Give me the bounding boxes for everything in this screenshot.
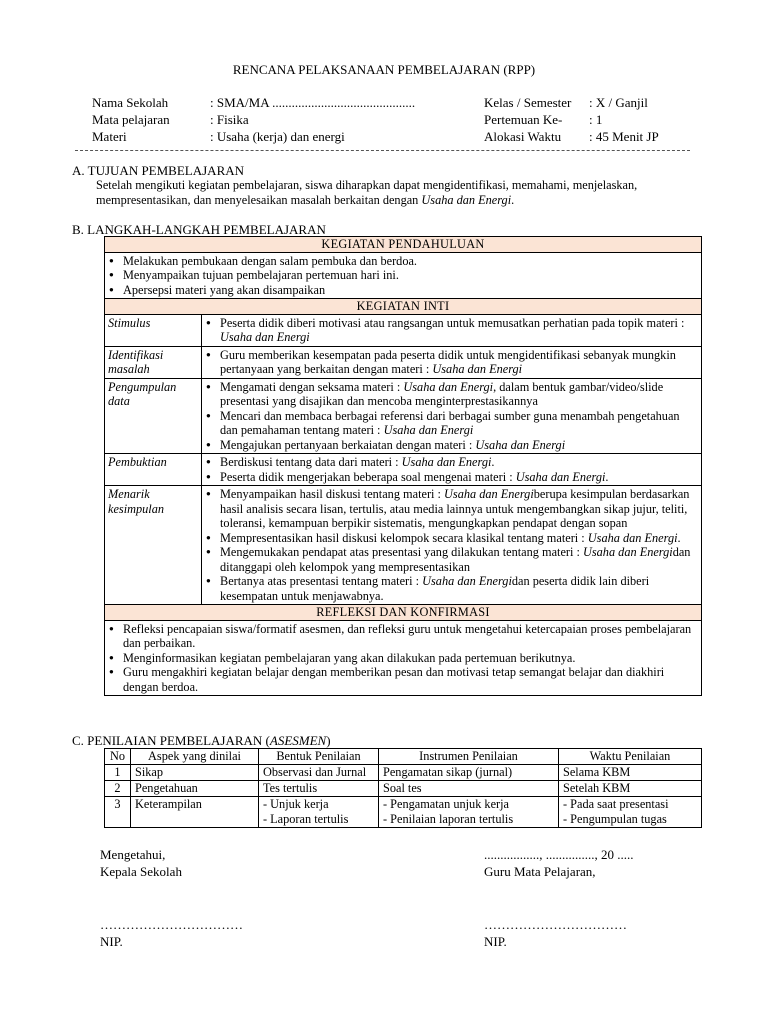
assessment-cell-bentuk: - Unjuk kerja - Laporan tertulis (259, 797, 379, 828)
identity-row (484, 129, 659, 146)
dashed-divider (75, 150, 690, 151)
bullet-text: Berdiskusi tentang data dari materi : (220, 455, 402, 469)
bullet-text-end: , dalam bentuk gambar/video/slide presentasi yang disajikan dan mencoba menginterprestasikannya (220, 379, 664, 408)
inti-step-label: Pengumpulan data (105, 378, 202, 454)
bullet-text: Menyampaikan hasil diskusi tentang materi : (220, 487, 445, 501)
inti-step-content (202, 454, 702, 486)
document-title: RENCANA PELAKSANAAN PEMBELAJARAN (RPP) (232, 62, 536, 77)
identity-label: Nama Sekolah (92, 95, 169, 110)
bullet-item (205, 470, 698, 485)
bullet-text: Peserta didik diberi motivasi atau rangsangan untuk memusatkan perhatian pada topik materi : (220, 315, 685, 330)
bullet-text: Mencari dan membaca berbagai referensi dari berbagai sumber guna menambah pengetahuan dan pemahaman tentang materi : (220, 408, 680, 437)
bullet-topic: Usaha dan Energi (403, 379, 494, 394)
identity-value: : Usaha (kerja) dan energi (210, 129, 345, 144)
bullet-text-end: . (605, 469, 609, 484)
bullet-text-end: berupa kesimpulan berdasarkan hasil analisis secara lisan, tertulis, atau media lainnya untuk mengembangkan sikap jujur, teliti, toleransi, kemampuan berpikir sistematis, mengungkapkan pendapat dengan sopan (220, 487, 690, 530)
bullet-item: ● Guru mengakhiri kegiatan belajar dengan memberikan pesan dan motivasi tetap semangat belajar dan diakhiri dengan berdoa. (108, 665, 698, 694)
bullet-item (205, 455, 698, 470)
section-a-end: . (511, 193, 515, 207)
bullet-text: Mengamati dengan seksama materi : (220, 379, 404, 394)
assessment-cell-no: 1 (105, 765, 131, 781)
sign-left-line2: Kepala Sekolah (100, 864, 182, 879)
bullet-topic: Usaha dan Energi (444, 487, 534, 501)
identity-value: : Fisika (210, 112, 249, 127)
bullet-text: Mempresentasikan hasil diskusi kelompok secara klasikal tentang materi : (220, 530, 588, 545)
identity-row (92, 112, 415, 129)
bullet-text: Mengemukakan pendapat atas presentasi yang dilakukan tentang materi : (220, 545, 583, 559)
identity-value: : 1 (589, 112, 603, 127)
identity-row (484, 95, 659, 112)
inti-row-stimulus (105, 314, 702, 346)
pendahuluan-title: KEGIATAN PENDAHULUAN (105, 237, 702, 253)
section-a-body: Setelah mengikuti kegiatan pembelajaran, siswa diharapkan dapat mengidentifikasi, memahami, menjelaskan, mempresentasikan, dan menyelesaikan masalah berkaitan dengan (96, 178, 638, 207)
refleksi-title: REFLEKSI DAN KONFIRMASI (105, 605, 702, 621)
assessment-row (105, 797, 702, 828)
bullet-item (205, 438, 698, 453)
identity-value: : 45 Menit JP (589, 129, 659, 144)
inti-row-kesimpulan (105, 486, 702, 605)
identity-row (92, 129, 415, 146)
bullet-topic: Usaha dan Energi (475, 437, 566, 452)
assessment-cell-no: 2 (105, 781, 131, 797)
sign-right-dots: …………………………… (484, 917, 627, 932)
section-c-heading (72, 733, 331, 748)
assessment-cell-waktu: Setelah KBM (559, 781, 702, 797)
inti-step-content (202, 378, 702, 454)
sign-left-nip: NIP. (100, 934, 123, 949)
assessment-cell-waktu: Selama KBM (559, 765, 702, 781)
bullet-topic: Usaha dan Energi (422, 574, 512, 588)
section-c-heading-close: ) (326, 733, 331, 748)
bullet-topic: Usaha dan Energi (401, 455, 492, 469)
inti-step-content (202, 346, 702, 378)
assessment-cell-aspek: Keterampilan (131, 797, 259, 828)
section-a-heading: A. TUJUAN PEMBELAJARAN (72, 163, 245, 178)
section-c-heading-text: C. PENILAIAN PEMBELAJARAN ( (72, 733, 270, 748)
assessment-cell-waktu: - Pada saat presentasi - Pengumpulan tugas (559, 797, 702, 828)
inti-step-list (205, 316, 698, 345)
bullet-text: Mengajukan pertanyaan berkaiatan dengan materi : (220, 437, 476, 452)
bullet-item (205, 531, 698, 546)
bullet-item (205, 487, 698, 531)
sign-right-line2: Guru Mata Pelajaran, (484, 864, 596, 879)
bullet-item (205, 316, 698, 345)
bullet-item: ● Apersepsi materi yang akan disampaikan (108, 283, 698, 298)
assessment-cell-instrumen: - Pengamatan unjuk kerja - Penilaian laporan tertulis (379, 797, 559, 828)
bullet-text-end: dan peserta didik lain diberi kesempatan untuk menjawabnya. (220, 574, 650, 603)
inti-step-list (205, 487, 698, 603)
identity-right (484, 95, 659, 146)
steps-table (104, 236, 702, 696)
assessment-row (105, 781, 702, 797)
inti-step-label: Pembuktian (105, 454, 202, 486)
sign-right-nip: NIP. (484, 934, 507, 949)
refleksi-cell (105, 620, 702, 696)
identity-row (484, 112, 659, 129)
inti-step-content (202, 314, 702, 346)
identity-label: Materi (92, 129, 127, 144)
inti-row-pengumpulan (105, 378, 702, 454)
assessment-column-header: Aspek yang dinilai (131, 749, 259, 765)
inti-step-list (205, 348, 698, 377)
sign-left-dots: …………………………… (100, 917, 243, 932)
assessment-column-header: No (105, 749, 131, 765)
bullet-topic: Usaha dan Energi (220, 330, 310, 344)
identity-left (92, 95, 415, 146)
bullet-topic: Usaha dan Energi (587, 530, 678, 545)
inti-step-content (202, 486, 702, 605)
assessment-row (105, 765, 702, 781)
signature-right (484, 846, 634, 950)
identity-label: Kelas / Semester (484, 95, 572, 110)
identity-label: Alokasi Waktu (484, 129, 562, 144)
inti-step-label: Identifikasi masalah (105, 346, 202, 378)
identity-value: : X / Ganjil (589, 95, 648, 110)
assessment-column-header: Bentuk Penilaian (259, 749, 379, 765)
bullet-item (205, 348, 698, 377)
assessment-cell-no: 3 (105, 797, 131, 828)
bullet-item (205, 380, 698, 409)
pendahuluan-list (108, 254, 698, 298)
assessment-table (104, 748, 702, 828)
pendahuluan-cell (105, 252, 702, 299)
bullet-topic: Usaha dan Energi (383, 423, 474, 437)
section-a-text (96, 178, 696, 208)
refleksi-list (108, 622, 698, 695)
inti-step-label: Menarik kesimpulan (105, 486, 202, 605)
assessment-header-row (105, 749, 702, 765)
bullet-item: ● Melakukan pembukaan dengan salam pembuka dan berdoa. (108, 254, 698, 269)
bullet-item (205, 409, 698, 438)
inti-title: KEGIATAN INTI (105, 299, 702, 315)
assessment-cell-instrumen: Pengamatan sikap (jurnal) (379, 765, 559, 781)
bullet-item (205, 574, 698, 603)
inti-row-identifikasi (105, 346, 702, 378)
assessment-cell-aspek: Sikap (131, 765, 259, 781)
bullet-text: Bertanya atas presentasi tentang materi : (220, 574, 423, 588)
bullet-text-end: . (491, 455, 495, 469)
inti-step-list (205, 380, 698, 453)
inti-step-list (205, 455, 698, 484)
section-c-heading-italic: ASESMEN (269, 733, 327, 748)
bullet-item: ● Refleksi pencapaian siswa/formatif asesmen, dan refleksi guru untuk mengetahui ketercapaian proses pembelajaran dan perbaikan. (108, 622, 698, 651)
identity-label: Pertemuan Ke- (484, 112, 563, 127)
bullet-text: Guru memberikan kesempatan pada peserta didik untuk mengidentifikasi sebanyak mungkin pertanyaan yang berkaitan dengan materi : (220, 347, 676, 376)
section-a-topic: Usaha dan Energi (421, 193, 512, 207)
bullet-item: ● Menginformasikan kegiatan pembelajaran yang akan dilakukan pada pertemuan berikutnya. (108, 651, 698, 666)
sign-left-line1: Mengetahui, (100, 847, 166, 862)
bullet-topic: Usaha dan Energi (582, 545, 673, 559)
bullet-text-end: dan ditanggapi oleh kelompok yang mempresentasikan (220, 545, 691, 574)
inti-row-pembuktian (105, 454, 702, 486)
bullet-item: ● Menyampaikan tujuan pembelajaran pertemuan hari ini. (108, 268, 698, 283)
section-b-heading: B. LANGKAH-LANGKAH PEMBELAJARAN (72, 222, 326, 237)
signature-left (100, 846, 243, 950)
assessment-cell-bentuk: Observasi dan Jurnal (259, 765, 379, 781)
assessment-column-header: Instrumen Penilaian (379, 749, 559, 765)
bullet-text: Peserta didik mengerjakan beberapa soal mengenai materi : (220, 469, 516, 484)
identity-row (92, 95, 415, 112)
inti-step-label: Stimulus (105, 314, 202, 346)
bullet-text-end: . (677, 530, 681, 545)
assessment-cell-instrumen: Soal tes (379, 781, 559, 797)
identity-value: : SMA/MA ............................................ (210, 95, 416, 110)
identity-label: Mata pelajaran (92, 112, 170, 127)
bullet-topic: Usaha dan Energi (515, 469, 606, 484)
sign-right-line1: ................., ..............., 20 ..... (484, 847, 634, 862)
assessment-cell-bentuk: Tes tertulis (259, 781, 379, 797)
bullet-item (205, 545, 698, 574)
assessment-column-header: Waktu Penilaian (559, 749, 702, 765)
assessment-cell-aspek: Pengetahuan (131, 781, 259, 797)
bullet-topic: Usaha dan Energi (432, 362, 523, 376)
